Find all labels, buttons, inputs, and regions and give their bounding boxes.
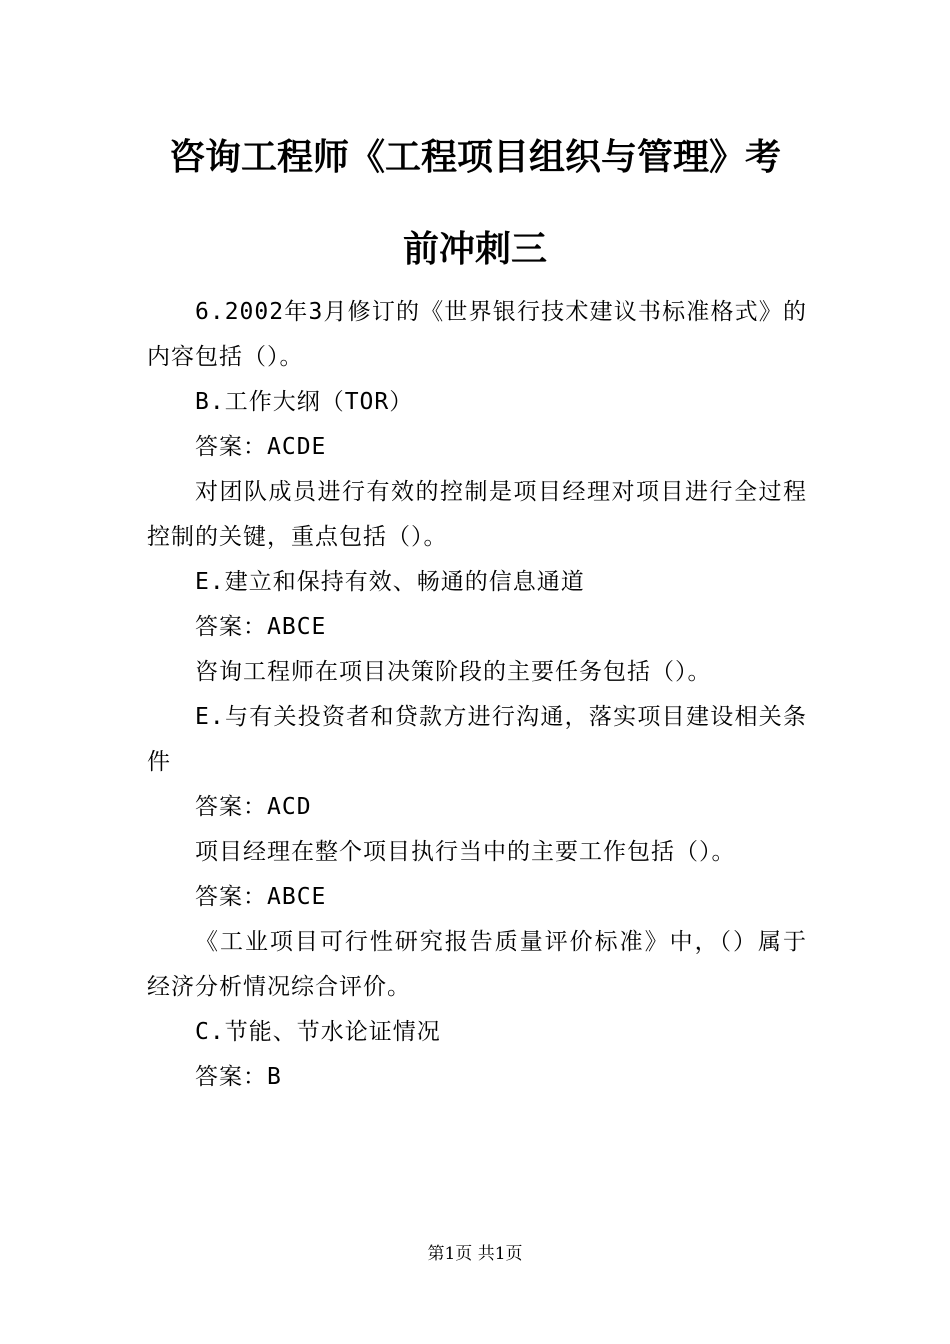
paragraph-answer: 答案：ACDE [195, 434, 327, 460]
document-body [147, 290, 807, 1100]
paragraph-question: 咨询工程师在项目决策阶段的主要任务包括（）。 [195, 659, 712, 685]
paragraph-option: E.与有关投资者和贷款方进行沟通，落实项目建设相关条件 [147, 704, 807, 775]
paragraph-answer: 答案：ABCE [195, 884, 327, 910]
paragraph-answer: 答案：ACD [195, 794, 312, 820]
paragraph-question-6: 6.2002年3月修订的《世界银行技术建议书标准格式》的内容包括（）。 [147, 299, 807, 370]
paragraph-question: 《工业项目可行性研究报告质量评价标准》中，（）属于经济分析情况综合评价。 [147, 929, 807, 1000]
paragraph-answer: 答案：ABCE [195, 614, 327, 640]
paragraph-option: B.工作大纲（TOR） [195, 389, 414, 415]
paragraph-question: 项目经理在整个项目执行当中的主要工作包括（）。 [195, 839, 736, 865]
page-footer: 第1页 共1页 [427, 1244, 523, 1264]
paragraph-option: E.建立和保持有效、畅通的信息通道 [195, 569, 585, 595]
paragraph-option: C.节能、节水论证情况 [195, 1019, 441, 1045]
paragraph-question: 对团队成员进行有效的控制是项目经理对项目进行全过程控制的关键，重点包括（）。 [147, 479, 807, 550]
document-title-line-1: 咨询工程师《工程项目组织与管理》考 [168, 136, 781, 178]
paragraph-answer: 答案：B [195, 1064, 282, 1090]
document-title-line-2: 前冲刺三 [402, 228, 547, 270]
